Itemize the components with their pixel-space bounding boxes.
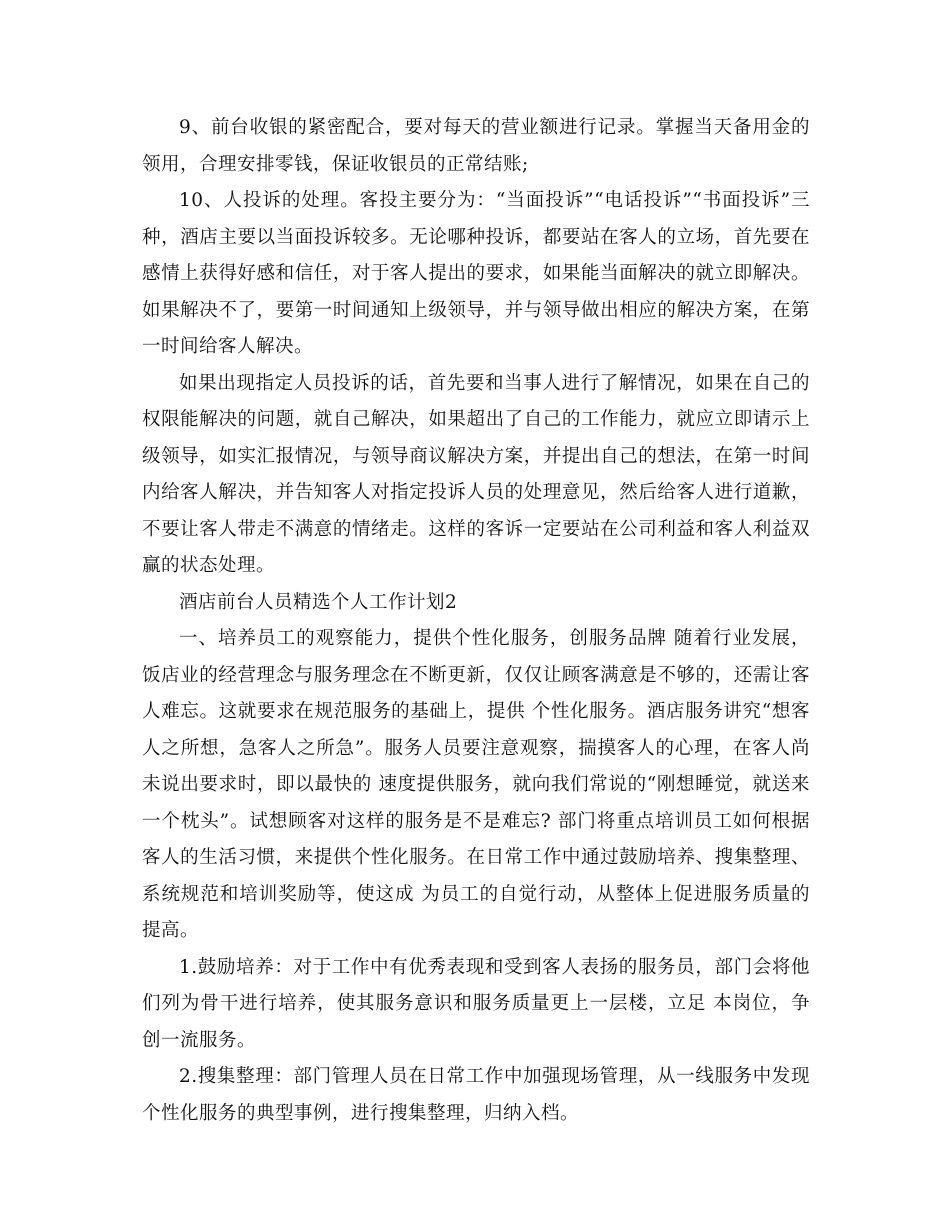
document-body bbox=[142, 110, 810, 1132]
section-heading: 酒店前台人员精选个人工作计划2 bbox=[179, 591, 458, 613]
paragraph-encourage-training: 1.鼓励培养：对于工作中有优秀表现和受到客人表扬的服务员，部门会将他们列为骨干进行培养，使其服务意识和服务质量更上一层楼，立足 本岗位，争创一流服务。 bbox=[142, 956, 810, 1051]
paragraph-personalized-service: 一、培养员工的观察能力，提供个性化服务，创服务品牌 随着行业发展，饭店业的经营理念与服务理念在不断更新，仅仅让顾客满意是不够的，还需让客人难忘。这就要求在规范服务的基础上，提供 个性化服务。酒店服务讲究“想客人之所想，急客人之所急”。服务人员要注意观察，揣摸客人的心理，在客人尚未说出要求时，即以最快的 速度提供服务，就向我们常说的“刚想睡觉，就送来一个枕头”。试想顾客对这样的服务是不是难忘? 部门将重点培训员工如何根据客人的生活习惯，来提供个性化服务。在日常工作中通过鼓励培养、搜集整理、系统规范和培训奖励等，使这成 为员工的自觉行动，从整体上促进服务质量的提高。 bbox=[142, 628, 810, 941]
paragraph-collect-organize: 2.搜集整理：部门管理人员在日常工作中加强现场管理，从一线服务中发现个性化服务的典型事例，进行搜集整理，归纳入档。 bbox=[142, 1066, 810, 1124]
paragraph-designated-staff-complaint: 如果出现指定人员投诉的话，首先要和当事人进行了解情况，如果在自己的权限能解决的问题，就自己解决，如果超出了自己的工作能力，就应立即请示上级领导，如实汇报情况，与领导商议解决方案，并提出自己的想法，在第一时间内给客人解决，并告知客人对指定投诉人员的处理意见，然后给客人进行道歉，不要让客人带走不满意的情绪走。这样的客诉一定要站在公司利益和客人利益双赢的状态处理。 bbox=[142, 372, 810, 576]
paragraph-complaint-handling: 10、人投诉的处理。客投主要分为：“当面投诉”“电话投诉”“书面投诉”三种，酒店主要以当面投诉较多。无论哪种投诉，都要站在客人的立场，首先要在感情上获得好感和信任，对于客人提出的要求，如果能当面解决的就立即解决。如果解决不了，要第一时间通知上级领导，并与领导做出相应的解决方案，在第一时间给客人解决。 bbox=[142, 190, 810, 357]
paragraph-cashier-coordination: 9、前台收银的紧密配合，要对每天的营业额进行记录。掌握当天备用金的领用，合理安排零钱，保证收银员的正常结账; bbox=[142, 117, 810, 175]
